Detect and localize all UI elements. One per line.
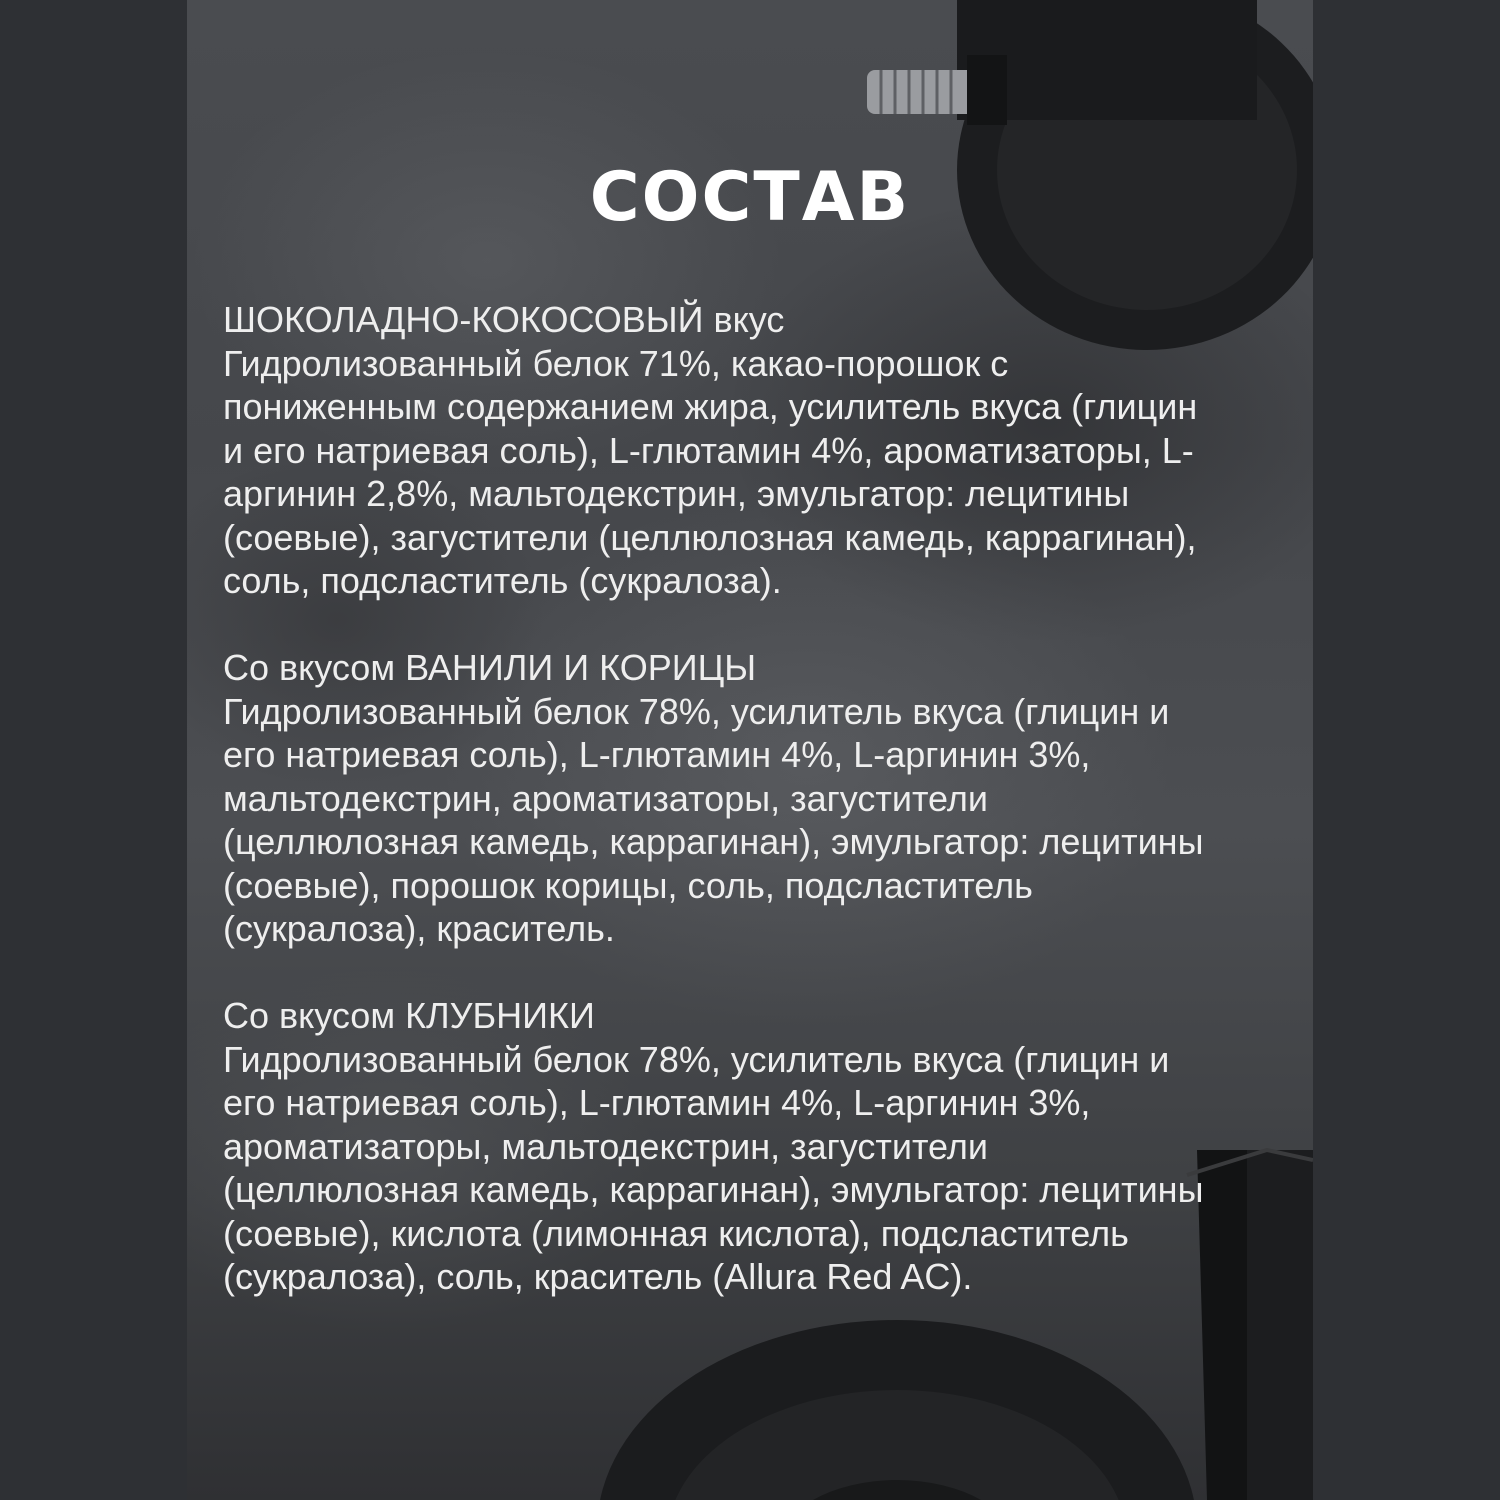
ingredients-list [223, 298, 1223, 1342]
ingredients-text: Гидролизованный белок 71%, какао-порошок с пониженным содержанием жира, усилитель вкуса (глицин и его натриевая соль), L-глютамин 4%, ароматизаторы, L-аргинин 2,8%, мальтодекстрин, эмульгатор: лецитины (соевые), загустители (целлюлозная камедь, каррагинан), соль, подсластитель (сукралоза). [223, 342, 1198, 601]
flavor-heading: ШОКОЛАДНО-КОКОСОВЫЙ вкус [223, 299, 785, 340]
ingredients-text: Гидролизованный белок 78%, усилитель вкуса (глицин и его натриевая соль), L-глютамин 4%, L-аргинин 3%, мальтодекстрин, ароматизаторы, загустители (целлюлозная камедь, каррагинан), эмульгатор: лецитины (соевые), порошок корицы, соль, подсластитель (сукралоза), краситель. [223, 690, 1204, 949]
flavor-heading: Со вкусом ВАНИЛИ И КОРИЦЫ [223, 647, 757, 688]
flavor-section-strawberry [223, 994, 1223, 1299]
flavor-section-vanilla-cinnamon [223, 646, 1223, 951]
page-title: СОСТАВ [589, 158, 911, 237]
weight-plate-icon [597, 1320, 1197, 1500]
product-info-card [187, 0, 1313, 1500]
flavor-section-chocolate-coconut [223, 298, 1223, 603]
flavor-heading: Со вкусом КЛУБНИКИ [223, 995, 595, 1036]
ingredients-text: Гидролизованный белок 78%, усилитель вкуса (глицин и его натриевая соль), L-глютамин 4%, L-аргинин 3%, ароматизаторы, мальтодекстрин, загустители (целлюлозная камедь, каррагинан), эмульгатор: лецитины (соевые), кислота (лимонная кислота), подсластитель (сукралоза), соль, краситель (Allura Red AC). [223, 1038, 1204, 1297]
